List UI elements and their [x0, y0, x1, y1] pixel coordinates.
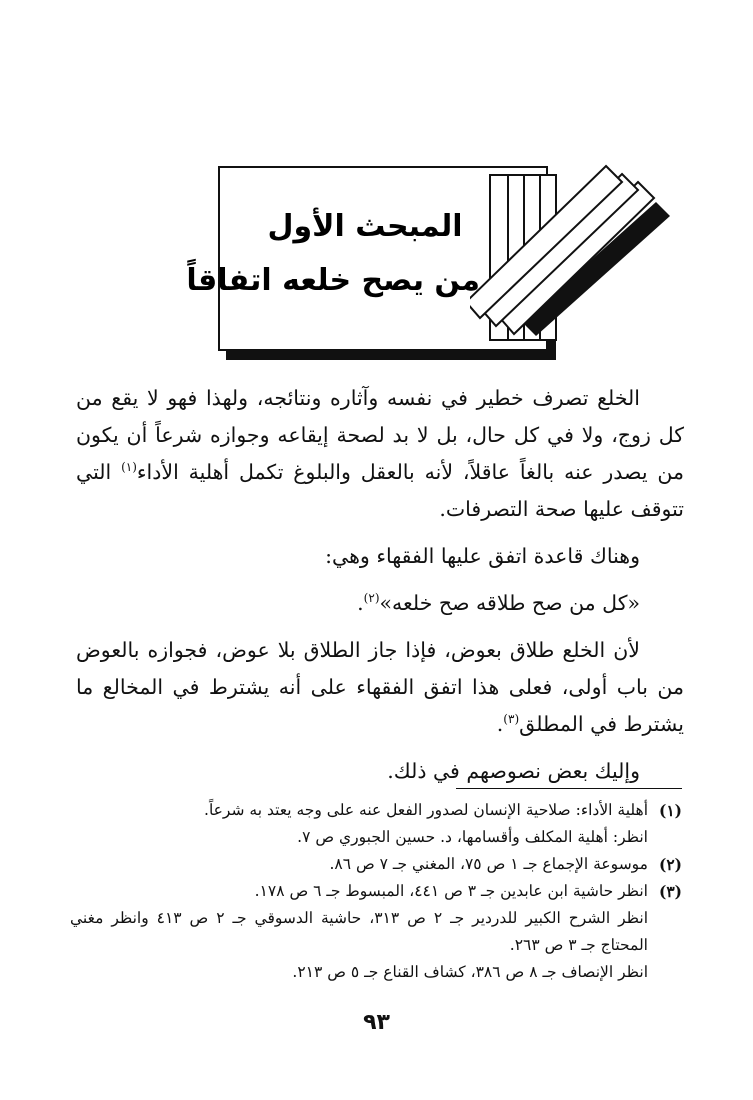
section-heading: [186, 200, 480, 308]
footnote-ref-3: (٣): [503, 712, 520, 727]
footnote-3: [70, 878, 682, 986]
footnote-1: [70, 797, 682, 851]
footnotes: [70, 797, 682, 986]
footnote-line: انظر الشرح الكبير للدردير جـ ٢ ص ٣١٣، حاشية الدسوقي جـ ٢ ص ٤١٣ وانظر مغني المحتاج جـ ٣ ص ٢٦٣.: [70, 909, 649, 954]
heading-ribbon-ornament: [470, 160, 670, 360]
heading-subtitle: من يصح خلعه اتفاقاً: [186, 263, 480, 298]
footnote-line: انظر الإنصاف جـ ٨ ص ٣٨٦، كشاف القناع جـ ٥ ص ٢١٣.: [292, 963, 648, 981]
footnote-line: انظر: أهلية المكلف وأقسامها، د. حسين الجبوري ص ٧.: [297, 828, 648, 846]
paragraph-1: الخلع تصرف خطير في نفسه وآثاره ونتائجه، ولهذا فهو لا يقع من كل زوج، ولا في كل حال، بل لا بد لصحة إيقاعه وجوازه شرعاً أن يكون من يصدر عنه بالغاً عاقلاً، لأنه بالعقل والبلوغ تكمل أهلية الأداء$^{(١)}$ التي تتوقف عليها صحة التصرفات.: [76, 386, 684, 521]
footnote-ref-1: (١): [121, 460, 137, 475]
footnote-ref-2: (٢): [363, 591, 380, 606]
footnote-line: انظر حاشية ابن عابدين جـ ٣ ص ٤٤١، المبسوط جـ ٦ ص ١٧٨.: [254, 882, 648, 900]
body-text: [76, 380, 684, 790]
footnote-number: (٢): [658, 855, 682, 874]
heading-title: المبحث الأول: [267, 209, 463, 244]
paragraph-3: «كل من صح طلاقه صح خلعه»$^{(٢)}$.: [357, 591, 640, 615]
footnote-line: أهلية الأداء: صلاحية الإنسان لصدور الفعل عنه على وجه يعتد به شرعاً.: [204, 801, 648, 819]
page-number: ٩٣: [363, 1010, 390, 1035]
paragraph-4: لأن الخلع طلاق بعوض، فإذا جاز الطلاق بلا عوض، فجوازه بالعوض من باب أولى، فعلى هذا اتفق الفقهاء على أنه يشترط في المخالع ما يشترط في المطلق$^{(٣)}$.: [76, 638, 684, 736]
footnote-line: موسوعة الإجماع جـ ١ ص ٧٥، المغني جـ ٧ ص ٨٦.: [329, 855, 648, 873]
paragraph-2: وهناك قاعدة اتفق عليها الفقهاء وهي:: [325, 544, 640, 568]
footnote-number: (٣): [658, 882, 682, 901]
footnote-separator: [456, 788, 682, 789]
paragraph-5: وإليك بعض نصوصهم في ذلك.: [387, 759, 640, 783]
footnote-number: (١): [658, 801, 682, 820]
footnote-2: [70, 851, 682, 878]
